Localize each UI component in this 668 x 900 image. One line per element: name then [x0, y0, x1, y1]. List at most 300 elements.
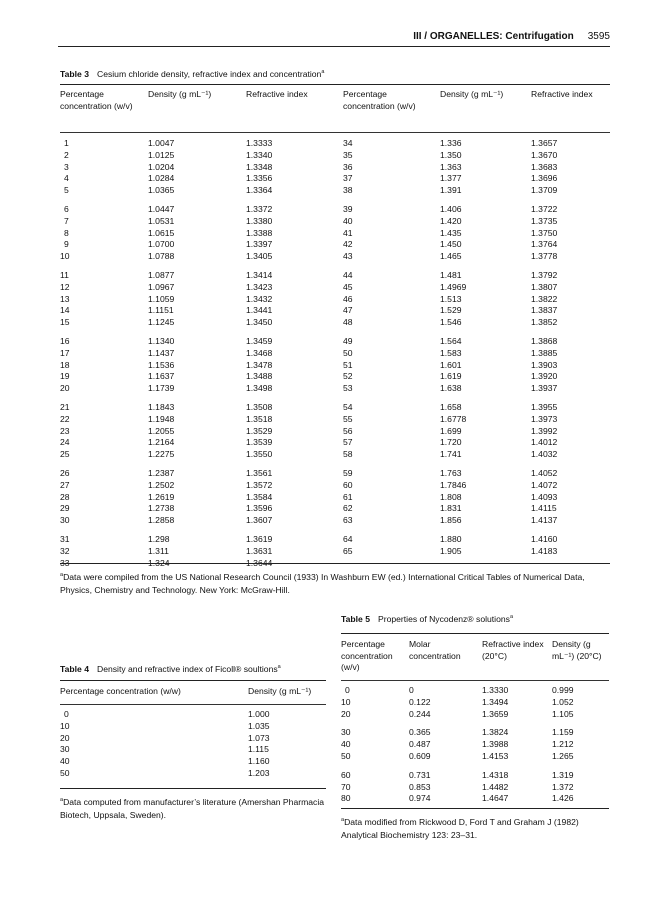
table-cell: 1.3619 [246, 533, 273, 544]
table-cell: 1.159 [552, 727, 574, 738]
table-cell: 1.0125 [148, 149, 175, 160]
table-cell: 1.3450 [246, 317, 273, 328]
table-cell: 1.3423 [246, 281, 273, 292]
table-cell: 0 [64, 709, 69, 719]
table-cell: 30 [341, 727, 351, 738]
table-cell: 50 [341, 750, 351, 761]
table-cell: 15 [60, 317, 70, 328]
table-cell: 1.3478 [246, 359, 273, 370]
table-cell: 1.3330 [482, 685, 509, 695]
table-cell: 1.3584 [246, 491, 273, 502]
table-cell: 18 [60, 359, 70, 370]
table-cell: 1.0877 [148, 269, 175, 280]
table-row [60, 305, 610, 317]
table-cell: 1.465 [440, 251, 462, 262]
table-cell: 1.377 [440, 173, 462, 184]
table-cell: 1.4052 [531, 467, 558, 478]
table-cell: 1.073 [248, 732, 270, 743]
table-cell: 1.3868 [531, 335, 558, 346]
table-cell: 1.298 [148, 533, 170, 544]
table-cell: 1.3852 [531, 317, 558, 328]
table-cell: 14 [60, 305, 70, 316]
running-head [413, 31, 610, 42]
table-cell: 1.0788 [148, 251, 175, 262]
table-cell: 49 [343, 335, 353, 346]
footnote-ref: a [509, 614, 514, 620]
table-cell: 1.3518 [246, 413, 273, 424]
table-cell: 1.3822 [531, 293, 558, 304]
table-cell: 1.699 [440, 425, 462, 436]
table-row [60, 216, 610, 228]
table4-footnote [60, 794, 326, 821]
footnote-text: Data modified from Rickwood D, Ford T and Graham J (1982) Analytical Biochemistry 123: 23–31. [341, 817, 579, 840]
table-cell: 1.4012 [531, 437, 558, 448]
table4-bottom-rule [60, 788, 326, 789]
table-cell: 1.426 [552, 793, 574, 804]
table-cell: 1.4153 [482, 750, 509, 761]
table-cell: 0.853 [409, 781, 431, 792]
table-cell: 1.905 [440, 545, 462, 556]
table-cell: 1.513 [440, 293, 462, 304]
table-cell: 1.363 [440, 161, 462, 172]
table-cell: 1.3885 [531, 347, 558, 358]
column-header: Density (g mL⁻¹) [148, 89, 212, 99]
table-cell: 1.2387 [148, 467, 175, 478]
table-cell: 1 [64, 138, 69, 148]
table-cell: 1.3735 [531, 215, 558, 226]
table-cell: 65 [343, 545, 353, 556]
table-cell: 50 [343, 347, 353, 358]
table-cell: 1.3539 [246, 437, 273, 448]
table-cell: 1.3778 [531, 251, 558, 262]
table5-label: Table 5 [341, 614, 370, 624]
table-cell: 1.105 [552, 708, 574, 719]
table-cell: 1.3696 [531, 173, 558, 184]
table-cell: 2 [64, 149, 69, 160]
table-row [60, 348, 610, 360]
table3-header-rule [60, 132, 610, 133]
table-row [60, 449, 610, 461]
table-cell: 1.0531 [148, 215, 175, 226]
column-header: Density (g mL⁻¹) [248, 686, 312, 696]
table-cell: 1.4482 [482, 781, 509, 792]
table-cell: 1.160 [248, 756, 270, 767]
table-cell: 43 [343, 251, 353, 262]
table-cell: 1.3380 [246, 215, 273, 226]
table-cell: 1.115 [248, 744, 269, 755]
table-row [341, 685, 609, 697]
table-cell: 38 [343, 185, 353, 196]
table-cell: 1.4969 [440, 281, 467, 292]
table-cell: 27 [60, 479, 70, 490]
table-cell: 0 [345, 685, 350, 695]
table-cell: 1.3973 [531, 413, 558, 424]
table-row [60, 414, 610, 426]
table4-caption [60, 664, 281, 674]
table-cell: 1.3988 [482, 739, 509, 750]
table-cell: 20 [60, 383, 70, 394]
table-cell: 60 [341, 769, 351, 780]
table-cell: 1.583 [440, 347, 462, 358]
table-cell: 4 [64, 173, 69, 184]
table-cell: 1.3372 [246, 203, 273, 214]
table-cell: 1.3657 [531, 138, 558, 148]
table3-bottom-rule [60, 563, 610, 564]
column-header: Density (g mL⁻¹) [440, 89, 504, 99]
table-cell: 1.406 [440, 203, 462, 214]
table-cell: 0 [409, 685, 414, 695]
table-cell: 1.2738 [148, 503, 175, 514]
table-cell: 20 [341, 708, 351, 719]
table-cell: 40 [343, 215, 353, 226]
table5-top-rule [341, 633, 609, 634]
table-row [60, 360, 610, 372]
table-cell: 0.731 [409, 769, 431, 780]
table-cell: 34 [343, 138, 353, 148]
table-cell: 7 [64, 215, 69, 226]
table-cell: 17 [60, 347, 70, 358]
table-cell: 45 [343, 281, 353, 292]
table-row [60, 329, 610, 348]
table-row [60, 251, 610, 263]
table-row [60, 294, 610, 306]
footnote-ref: a [277, 664, 281, 670]
table-cell: 0.244 [409, 708, 431, 719]
table-cell: 0.365 [409, 727, 431, 738]
table-cell: 1.4137 [531, 515, 558, 526]
table-cell: 1.720 [440, 437, 462, 448]
table-row [60, 546, 610, 558]
table-cell: 1.4115 [531, 503, 557, 514]
table-cell: 1.450 [440, 239, 462, 250]
table-cell: 1.1437 [148, 347, 175, 358]
table-cell: 1.3348 [246, 161, 273, 172]
table-cell: 1.0204 [148, 161, 175, 172]
table-cell: 1.3468 [246, 347, 273, 358]
table-cell: 1.1739 [148, 383, 175, 394]
column-header: Percentage concentration (w/v) [341, 639, 393, 672]
table-cell: 1.0365 [148, 185, 175, 196]
table-row [60, 150, 610, 162]
table-cell: 62 [343, 503, 353, 514]
table-cell: 1.831 [440, 503, 462, 514]
table-cell: 1.2502 [148, 479, 175, 490]
table-cell: 1.3764 [531, 239, 558, 250]
table-cell: 1.435 [440, 227, 462, 238]
table-cell: 1.212 [552, 739, 574, 750]
footnote-mark: a [60, 797, 64, 803]
table-row [60, 426, 610, 438]
table5-footnote [341, 814, 611, 841]
footnote-mark: a [60, 572, 64, 578]
table-cell: 9 [64, 239, 69, 250]
table-cell: 6 [64, 203, 69, 214]
table-cell: 1.3405 [246, 251, 273, 262]
table-cell: 0.487 [409, 739, 431, 750]
table-cell: 40 [341, 739, 351, 750]
table-cell: 48 [343, 317, 353, 328]
column-header: Refractive index (20°C) [482, 639, 544, 661]
table-cell: 1.4183 [531, 545, 558, 556]
table-cell: 47 [343, 305, 353, 316]
table-cell: 53 [343, 383, 353, 394]
table-row [341, 782, 609, 794]
table4 [60, 686, 326, 698]
table-cell: 1.3414 [246, 269, 273, 280]
table-cell: 58 [343, 449, 353, 460]
table-cell: 57 [343, 437, 353, 448]
column-header: Percentage concentration (w/v) [60, 89, 133, 111]
table-cell: 1.2619 [148, 491, 175, 502]
table-cell: 64 [343, 533, 353, 544]
table-cell: 1.4072 [531, 479, 558, 490]
table-cell: 1.311 [148, 545, 169, 556]
table-cell: 46 [343, 293, 353, 304]
table-cell: 1.3529 [246, 425, 273, 436]
table-cell: 1.1151 [148, 305, 174, 316]
table-cell: 1.420 [440, 215, 462, 226]
table-cell: 1.052 [552, 696, 574, 707]
table-cell: 30 [60, 515, 70, 526]
table-cell: 1.0700 [148, 239, 175, 250]
table-row [60, 173, 610, 185]
table-cell: 0.609 [409, 750, 431, 761]
table4-top-rule [60, 680, 326, 681]
table-cell: 5 [64, 185, 69, 196]
table-cell: 1.3508 [246, 401, 273, 412]
footnote-text: Data were compiled from the US National Research Council (1933) In Washburn EW (ed.) International Critical Tables of Numerical Data, Physics, Chemistry and Technology. New York: McGraw-Hill. [60, 572, 585, 595]
table-cell: 10 [341, 696, 351, 707]
table-cell: 44 [343, 269, 353, 280]
table-cell: 24 [60, 437, 70, 448]
table-row [60, 263, 610, 282]
table-cell: 51 [343, 359, 353, 370]
table4-title: Density and refractive index of Ficoll® soultions [96, 664, 278, 674]
table-row [60, 185, 610, 197]
table-cell: 33 [60, 557, 70, 568]
table-cell: 42 [343, 239, 353, 250]
table-cell: 26 [60, 467, 70, 478]
table-cell: 1.3709 [531, 185, 558, 196]
footnote-text: Data computed from manufacturer’s literature (Amershan Pharmacia Biotech, Uppsala, Sweden). [60, 797, 325, 820]
table-cell: 1.3356 [246, 173, 273, 184]
table-cell: 1.3333 [246, 138, 273, 148]
table-cell: 30 [60, 744, 70, 755]
table-cell: 1.336 [440, 138, 462, 148]
table-row [60, 756, 326, 768]
table-cell: 35 [343, 149, 353, 160]
table-cell: 1.324 [148, 557, 170, 568]
table-cell: 1.856 [440, 515, 462, 526]
table-cell: 21 [60, 401, 70, 412]
table-cell: 20 [60, 732, 70, 743]
table-cell: 1.1843 [148, 401, 175, 412]
table-row [60, 228, 610, 240]
table-cell: 1.2858 [148, 515, 175, 526]
table-cell: 39 [343, 203, 353, 214]
table-cell: 56 [343, 425, 353, 436]
table-cell: 1.1948 [148, 413, 175, 424]
table-cell: 19 [60, 371, 70, 382]
table-cell: 29 [60, 503, 70, 514]
table-row [60, 480, 610, 492]
table-row [341, 793, 609, 805]
table-row [341, 697, 609, 709]
table-cell: 1.564 [440, 335, 462, 346]
table-row [60, 239, 610, 251]
table-cell: 1.4093 [531, 491, 558, 502]
table-cell: 1.3561 [246, 467, 273, 478]
table3 [60, 89, 610, 112]
table-cell: 1.3920 [531, 371, 558, 382]
table-cell: 1.4318 [482, 769, 509, 780]
table-cell: 1.3494 [482, 696, 509, 707]
table-cell: 1.0615 [148, 227, 175, 238]
table-cell: 28 [60, 491, 70, 502]
table-cell: 1.319 [552, 769, 574, 780]
table-cell: 1.3488 [246, 371, 273, 382]
table-cell: 22 [60, 413, 70, 424]
table-cell: 60 [343, 479, 353, 490]
table-cell: 1.7846 [440, 479, 467, 490]
table4-header-rule [60, 704, 326, 705]
footnote-ref: a [321, 69, 325, 75]
table-cell: 1.3807 [531, 281, 558, 292]
table-cell: 1.3388 [246, 227, 273, 238]
table-cell: 1.3659 [482, 708, 509, 719]
table-cell: 1.3683 [531, 161, 558, 172]
table-row [60, 437, 610, 449]
column-header: Density (g mL⁻¹) (20°C) [552, 639, 602, 661]
table-cell: 8 [64, 227, 69, 238]
table-row [60, 709, 326, 721]
table-cell: 1.1340 [148, 335, 175, 346]
table-row [341, 739, 609, 751]
table-cell: 31 [60, 533, 70, 544]
header-rule [58, 46, 610, 47]
table-cell: 1.1059 [148, 293, 175, 304]
table-cell: 10 [60, 251, 70, 262]
table-cell: 1.3644 [246, 557, 273, 568]
table3-footnote [60, 569, 612, 596]
table3-title: Cesium chloride density, refractive index and concentration [96, 69, 322, 79]
section-title: III / ORGANELLES: Centrifugation [413, 31, 574, 42]
table-row [60, 527, 610, 546]
table-cell: 1.3837 [531, 305, 558, 316]
table-cell: 32 [60, 545, 70, 556]
table-cell: 36 [343, 161, 353, 172]
table-row [341, 751, 609, 763]
table-cell: 1.3955 [531, 401, 558, 412]
table-cell: 1.3550 [246, 449, 273, 460]
column-header: Percentage concentration (w/w) [60, 686, 181, 696]
table-cell: 3 [64, 161, 69, 172]
table-cell: 1.000 [248, 709, 270, 719]
table5-caption [341, 614, 513, 624]
table-cell: 1.265 [552, 750, 574, 761]
table3-label: Table 3 [60, 69, 89, 79]
table-cell: 54 [343, 401, 353, 412]
footnote-mark: a [341, 817, 345, 823]
table-cell: 1.3631 [246, 545, 273, 556]
table-cell: 40 [60, 756, 70, 767]
table5-title: Properties of Nycodenz® solutions [377, 614, 510, 624]
table-cell: 1.658 [440, 401, 462, 412]
table-cell: 1.0967 [148, 281, 175, 292]
table-cell: 1.741 [440, 449, 462, 460]
table-row [341, 763, 609, 782]
table-row [60, 768, 326, 780]
table-cell: 1.1245 [148, 317, 175, 328]
table-cell: 0.974 [409, 793, 431, 804]
table-cell: 1.350 [440, 149, 462, 160]
table-cell: 1.203 [248, 767, 270, 778]
table-row [341, 720, 609, 739]
table-cell: 1.6778 [440, 413, 467, 424]
table3-body [60, 138, 610, 569]
table-cell: 1.4647 [482, 793, 509, 804]
page-number: 3595 [587, 31, 610, 42]
table5-bottom-rule [341, 808, 609, 809]
table-cell: 1.3441 [246, 305, 273, 316]
column-header: Refractive index [531, 89, 593, 99]
table-cell: 1.0047 [148, 138, 175, 148]
table-cell: 1.3750 [531, 227, 558, 238]
table-cell: 59 [343, 467, 353, 478]
table3-top-rule [60, 84, 610, 85]
table-cell: 1.3607 [246, 515, 273, 526]
table-cell: 1.3364 [246, 185, 273, 196]
table-cell: 11 [60, 269, 69, 280]
table-cell: 0.999 [552, 685, 574, 695]
table-cell: 13 [60, 293, 70, 304]
table-row [60, 515, 610, 527]
table-cell: 1.880 [440, 533, 462, 544]
table-cell: 1.035 [248, 720, 270, 731]
table-cell: 41 [343, 227, 353, 238]
table-cell: 0.122 [409, 696, 431, 707]
table-cell: 1.4032 [531, 449, 558, 460]
table-cell: 63 [343, 515, 353, 526]
table-cell: 1.1536 [148, 359, 175, 370]
table-row [60, 162, 610, 174]
table-cell: 16 [60, 335, 70, 346]
table-cell: 1.638 [440, 383, 462, 394]
table-cell: 1.0447 [148, 203, 175, 214]
table-row [60, 503, 610, 515]
table-row [60, 138, 610, 150]
table-cell: 1.619 [440, 371, 462, 382]
table-cell: 1.3397 [246, 239, 273, 250]
table3-caption [60, 69, 324, 79]
table-cell: 1.372 [552, 781, 574, 792]
table-cell: 1.2164 [148, 437, 175, 448]
table-cell: 1.3937 [531, 383, 558, 394]
table-row [341, 709, 609, 721]
table-cell: 1.601 [440, 359, 462, 370]
table-cell: 1.3432 [246, 293, 273, 304]
table-row [60, 721, 326, 733]
table-cell: 1.3722 [531, 203, 558, 214]
table-cell: 70 [341, 781, 351, 792]
table-cell: 1.2275 [148, 449, 175, 460]
table-row [60, 383, 610, 395]
table-row [60, 197, 610, 216]
table-cell: 25 [60, 449, 70, 460]
table-cell: 52 [343, 371, 353, 382]
table5-body [341, 685, 609, 805]
table4-body [60, 709, 326, 780]
